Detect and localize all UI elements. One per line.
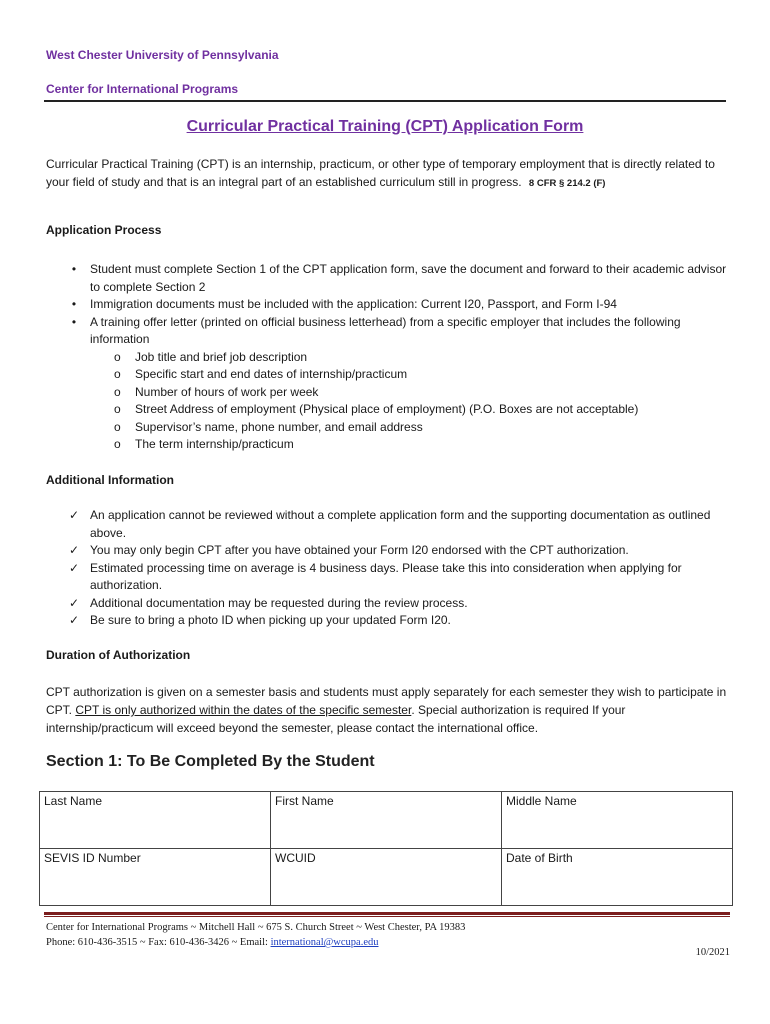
field-label: Middle Name (506, 794, 577, 808)
checkmark-icon: ✓ (68, 613, 80, 627)
sub-list-item (46, 384, 736, 402)
sub-list-item (46, 349, 736, 367)
circle-bullet-icon: o (114, 367, 121, 381)
sub-list-item (46, 436, 736, 454)
field-label: Last Name (44, 794, 103, 808)
list-item (46, 296, 736, 314)
sub-list-item (46, 419, 736, 437)
list-item (46, 612, 736, 630)
list-item (46, 507, 736, 542)
checkmark-icon: ✓ (68, 595, 80, 610)
list-item (46, 261, 736, 296)
field-label: First Name (275, 794, 334, 808)
sub-list-item-text: Street Address of employment (Physical place of employment) (P.O. Boxes are not acceptable) (135, 402, 639, 416)
header-divider (44, 100, 726, 102)
intro-paragraph (46, 155, 736, 193)
application-process-list (46, 261, 736, 454)
regulation-citation: 8 CFR § 214.2 (F) (528, 178, 606, 189)
list-item-text: A training offer letter (printed on official business letterhead) from a specific employer that includes the following information (90, 314, 681, 346)
table-row (40, 792, 733, 849)
intro-text: Curricular Practical Training (CPT) is an internship, practicum, or other type of temporary employment that is directly related to your field of study and that is an integral part of an established curriculum still in progress. (46, 157, 715, 189)
footer-phone-line (46, 935, 465, 950)
footer-address: Center for International Programs ~ Mitchell Hall ~ 675 S. Church Street ~ West Chester, PA 19383 (46, 922, 466, 933)
bullet-icon: • (71, 297, 77, 311)
duration-text-underlined: CPT is only authorized within the dates of the specific semester (75, 703, 412, 717)
date-of-birth-field[interactable] (502, 849, 733, 906)
checkmark-icon: ✓ (68, 560, 80, 575)
circle-bullet-icon: o (114, 384, 121, 399)
middle-name-field[interactable] (502, 792, 733, 849)
field-label: WCUID (275, 851, 316, 865)
form-title: Curricular Practical Training (CPT) Application Form (186, 118, 584, 135)
list-item-text: Be sure to bring a photo ID when picking up your updated Form I20. (90, 613, 451, 627)
duration-text-end: . Special authorization is required If your internship/practicum will exceed beyond the semester, please contact the international office. (46, 703, 626, 735)
footer-divider-thin (44, 916, 730, 917)
list-item-text: Student must complete Section 1 of the CPT application form, save the document and forward to their academic advisor to complete Section 2 (90, 262, 727, 294)
footer-divider (44, 912, 730, 915)
duration-text-start: CPT authorization is given on a semester basis and students must apply separately for each semester they wish to participate in CPT. (46, 685, 727, 717)
list-item (46, 595, 736, 613)
university-name: West Chester University of Pennsylvania (46, 48, 279, 62)
list-item-text: You may only begin CPT after you have obtained your Form I20 endorsed with the CPT authorization. (90, 543, 629, 557)
application-process-heading: Application Process (46, 223, 162, 237)
list-item (46, 314, 736, 349)
sub-list-item (46, 401, 736, 419)
sevis-id-field[interactable] (40, 849, 271, 906)
field-label: SEVIS ID Number (44, 851, 141, 865)
sub-list-item-text: Specific start and end dates of internship/practicum (135, 367, 408, 381)
additional-info-heading: Additional Information (46, 473, 174, 487)
sub-list-item-text: Number of hours of work per week (135, 384, 319, 399)
list-item-text: Estimated processing time on average is 4 business days. Please take this into consideration when applying for authorization. (90, 560, 682, 592)
sub-list-item (46, 366, 736, 384)
table-row (40, 849, 733, 906)
circle-bullet-icon: o (114, 419, 121, 434)
student-info-table (39, 791, 733, 906)
list-item (46, 542, 736, 560)
field-label: Date of Birth (506, 851, 573, 865)
list-item (46, 560, 736, 595)
sub-list-item-text: Supervisor’s name, phone number, and email address (135, 419, 423, 434)
checkmark-icon: ✓ (68, 543, 80, 557)
additional-info-list (46, 507, 736, 630)
circle-bullet-icon: o (114, 437, 121, 451)
duration-paragraph (46, 683, 736, 737)
list-item-text: Additional documentation may be requested during the review process. (90, 595, 468, 610)
circle-bullet-icon: o (114, 402, 121, 416)
wcuid-field[interactable] (271, 849, 502, 906)
list-item-text: An application cannot be reviewed without a complete application form and the supporting documentation as outlined above. (90, 508, 711, 540)
email-link[interactable]: international@wcupa.edu (270, 937, 379, 948)
list-item-text: Immigration documents must be included with the application: Current I20, Passport, and Form I-94 (90, 297, 617, 311)
footer-phone-fax: Phone: 610-436-3515 ~ Fax: 610-436-3426 ~ Email: (46, 937, 268, 948)
department-name: Center for International Programs (46, 82, 239, 96)
revision-date: 10/2021 (695, 947, 730, 958)
checkmark-icon: ✓ (68, 508, 80, 522)
first-name-field[interactable] (271, 792, 502, 849)
sub-list-item-text: The term internship/practicum (135, 437, 294, 451)
duration-heading: Duration of Authorization (46, 648, 191, 662)
bullet-icon: • (71, 262, 77, 276)
circle-bullet-icon: o (114, 349, 121, 364)
sub-list-item-text: Job title and brief job description (135, 349, 308, 364)
last-name-field[interactable] (40, 792, 271, 849)
bullet-icon: • (71, 314, 77, 329)
section-1-heading: Section 1: To Be Completed By the Student (46, 753, 375, 770)
footer-contact (46, 920, 465, 950)
